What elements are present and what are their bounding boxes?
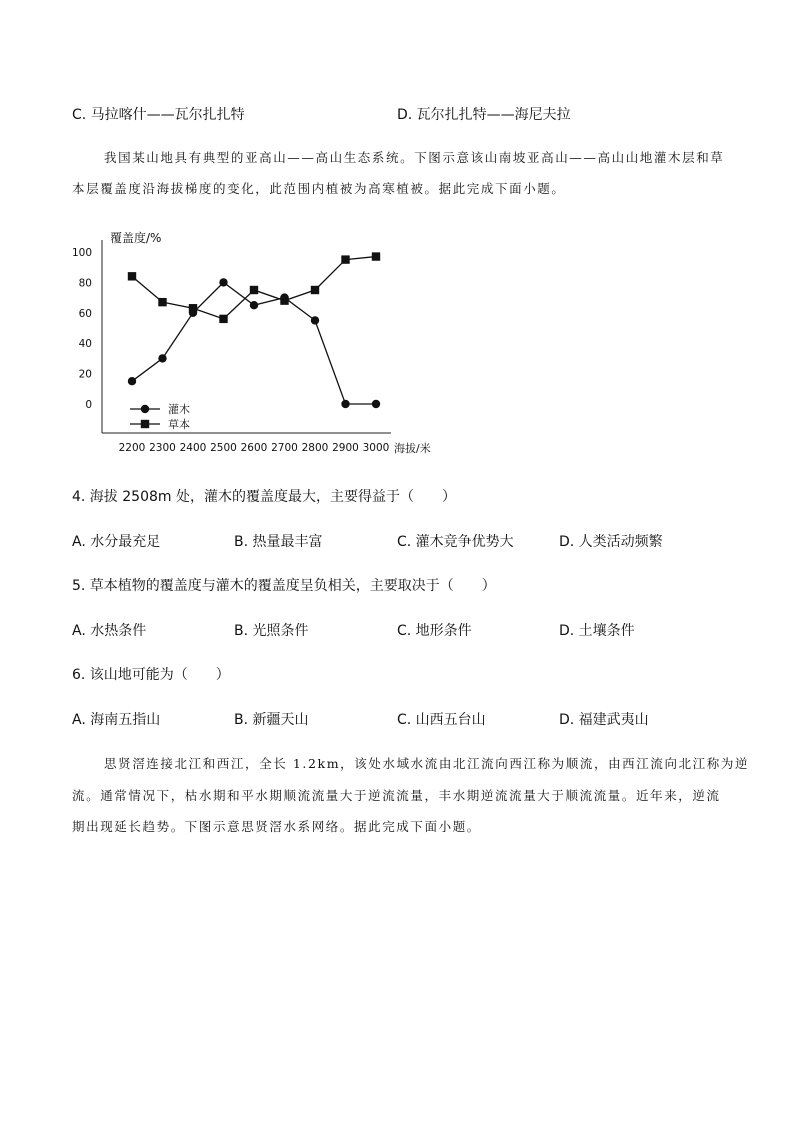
legend-label-1: 灌木 <box>168 403 190 416</box>
y-tick-label: 0 <box>85 399 92 411</box>
legend-marker-2 <box>141 420 149 428</box>
intro2-line3: 期出现延长趋势。下图示意思贤滘水系网络。据此完成下面小题。 <box>72 819 481 834</box>
series-1-point <box>250 301 258 309</box>
question-6-stem: 6. 该山地可能为（ ） <box>72 667 230 683</box>
coverage-chart <box>70 226 450 461</box>
series-2-point <box>280 296 288 304</box>
series-2-point <box>128 272 136 280</box>
series-2-point <box>250 286 258 294</box>
series-1-point <box>372 400 380 408</box>
chart-legend <box>130 402 190 431</box>
x-tick-label: 2500 <box>210 442 237 454</box>
question-4-stem: 4. 海拔 2508m 处，灌木的覆盖度最大，主要得益于（ ） <box>72 489 456 505</box>
series-line-1 <box>132 282 376 404</box>
q6-option-b: B. 新疆天山 <box>234 712 309 728</box>
x-tick-label: 2300 <box>149 442 176 454</box>
y-tick-label: 60 <box>78 307 92 320</box>
y-tick-label: 100 <box>71 247 92 259</box>
series-2-point <box>341 255 349 263</box>
y-tick-label: 40 <box>78 338 92 351</box>
x-axis-label: 海拔/米 <box>394 442 431 455</box>
q4-option-c: C. 灌木竞争优势大 <box>397 534 514 550</box>
y-tick-label: 20 <box>78 368 92 381</box>
legend-marker-1 <box>141 405 149 413</box>
series-2-point <box>219 315 227 323</box>
intro1-line2: 本层覆盖度沿海拔梯度的变化，此范围内植被为高寒植被。据此完成下面小题。 <box>72 181 566 196</box>
legend-label-2: 草本 <box>168 418 190 431</box>
series-1-point <box>311 316 319 324</box>
x-tick-labels <box>119 442 390 454</box>
x-tick-label: 2200 <box>118 442 146 454</box>
series-1-point <box>341 400 349 408</box>
intro1-line1: 我国某山地具有典型的亚高山——高山生态系统。下图示意该山南坡亚高山——高山山地灌木层和草 <box>104 150 725 165</box>
q5-option-c: C. 地形条件 <box>397 623 472 639</box>
q6-option-c: C. 山西五台山 <box>397 712 486 728</box>
question-5-stem: 5. 草本植物的覆盖度与灌木的覆盖度呈负相关，主要取决于（ ） <box>72 578 496 594</box>
y-tick-label: 80 <box>78 277 92 290</box>
q6-option-d: D. 福建武夷山 <box>559 712 649 728</box>
x-tick-label: 2400 <box>179 442 207 454</box>
q4-option-a: A. 水分最充足 <box>72 534 161 550</box>
x-tick-label: 2600 <box>240 442 268 454</box>
intro2-line1: 思贤滘连接北江和西江，全长 1.2km，该处水域水流由北江流向西江称为顺流，由西江流向北江称为逆 <box>104 756 750 771</box>
series-1-point <box>219 278 227 286</box>
option-c-prev: C. 马拉喀什——瓦尔扎扎特 <box>72 107 245 123</box>
q5-option-b: B. 光照条件 <box>234 623 309 639</box>
series-2-point <box>158 298 166 306</box>
q4-option-d: D. 人类活动频繁 <box>559 534 663 550</box>
intro2-line2: 流。通常情况下，枯水期和平水期顺流流量大于逆流流量，丰水期逆流流量大于顺流流量。近年来，逆流 <box>72 788 721 803</box>
x-tick-label: 2900 <box>332 442 359 454</box>
q5-option-a: A. 水热条件 <box>72 623 147 639</box>
series-2-point <box>311 286 319 294</box>
x-tick-label: 2700 <box>271 442 298 454</box>
q6-option-a: A. 海南五指山 <box>72 712 161 728</box>
x-tick-label: 2800 <box>301 442 329 454</box>
x-tick-label: 3000 <box>362 442 390 454</box>
q4-option-b: B. 热量最丰富 <box>234 534 323 550</box>
q5-option-d: D. 土壤条件 <box>559 623 635 639</box>
option-d-prev: D. 瓦尔扎扎特——海尼夫拉 <box>397 107 571 123</box>
series-2-point <box>372 252 380 260</box>
series-1-point <box>128 377 136 385</box>
chart-series <box>128 252 380 408</box>
y-axis-label: 覆盖度/% <box>110 231 162 245</box>
series-1-point <box>158 354 166 362</box>
series-2-point <box>189 304 197 312</box>
y-tick-labels <box>72 247 92 411</box>
